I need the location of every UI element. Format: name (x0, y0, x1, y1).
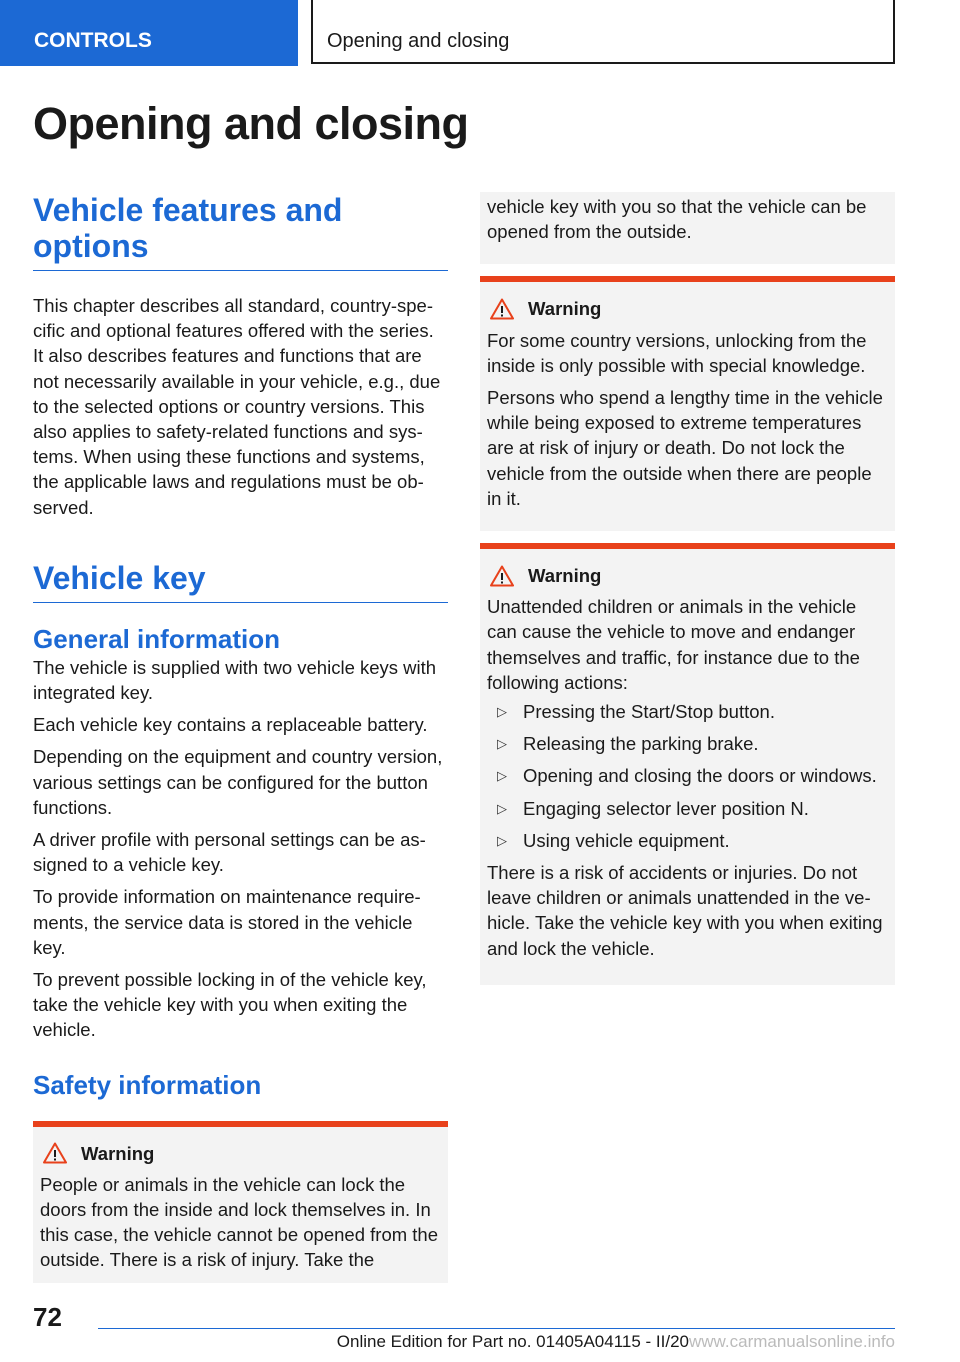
warning-header (40, 1141, 441, 1166)
general-paragraph: Depending on the equipment and country version, various settings can be configured for the button functions. (33, 746, 443, 818)
general-paragraph: The vehicle is supplied with two vehicle keys with integrated key. (33, 656, 437, 704)
triangle-bullet-icon: ▷ (497, 768, 507, 784)
page-title: Opening and closing (33, 98, 469, 149)
chapter-label: Opening and closing (327, 30, 510, 52)
list-item (487, 699, 888, 724)
warning-text: There is a risk of accidents or injuries. Do not leave children or animals unattended in the vehicle. Take the vehicle key with you when exiting and lock the vehicle. (487, 862, 883, 959)
triangle-bullet-icon: ▷ (497, 736, 507, 752)
general-information-heading: General information (33, 623, 281, 654)
warning-text: vehicle key with you so that the vehicle can be opened from the outside. (487, 196, 867, 243)
warning-title: Warning (528, 565, 602, 587)
warning-text: For some country versions, unlocking from the inside is only possible with special knowledge. (487, 329, 867, 376)
chapter-tab (311, 0, 895, 64)
warning-box (480, 543, 895, 985)
action-list (487, 699, 888, 853)
triangle-bullet-icon: ▷ (497, 800, 507, 816)
warning-title: Warning (528, 298, 602, 320)
list-item (487, 763, 888, 788)
warning-text: Unattended children or animals in the vehicle can cause the vehicle to move and endanger themselves and traffic, for instance due to the following actions: (487, 596, 860, 693)
list-item-text: Pressing the Start/Stop button. (523, 701, 775, 723)
list-item-text: Engaging selector lever position N. (523, 797, 809, 819)
warning-header (487, 563, 888, 588)
list-item-text: Releasing the parking brake. (523, 733, 759, 755)
general-paragraph: Each vehicle key contains a replaceable battery. (33, 714, 428, 736)
page-number: 72 (33, 1302, 62, 1332)
general-paragraph: To provide information on maintenance requirements, the service data is stored in the vehicle key. (33, 886, 421, 958)
edition-label: Online Edition for Part no. 01405A04115 - II/20 (336, 1332, 689, 1351)
footer (98, 1328, 895, 1352)
warning-triangle-icon (490, 565, 514, 587)
safety-information-heading: Safety information (33, 1069, 262, 1100)
warning-header (487, 296, 888, 321)
warning-triangle-icon (490, 298, 514, 320)
right-column (480, 192, 895, 985)
list-item-text: Using vehicle equipment. (523, 829, 730, 851)
list-item-text: Opening and closing the doors or windows. (523, 765, 877, 787)
features-paragraph: This chapter describes all standard, country-specific and optional features offered with the series. It also describes features and functions that are not necessarily available in your vehicle, e.g., due to the selected options or country versions. This also applies to safety-related functions and systems. When using these functions and systems, the applicable laws and regulations must be observed. (33, 295, 441, 518)
warning-text: Persons who spend a lengthy time in the vehicle while being exposed to extreme temperatures are at risk of injury or death. Do not lock the vehicle from the outside when there are people in it. (487, 387, 883, 509)
triangle-bullet-icon: ▷ (497, 832, 507, 848)
list-item (487, 731, 888, 756)
warning-triangle-icon (43, 1142, 67, 1164)
section-label: CONTROLS (34, 29, 152, 52)
general-paragraph: To prevent possible locking in of the vehicle key, take the vehicle key with you when exiting the vehicle. (33, 969, 427, 1041)
vehicle-key-heading: Vehicle key (33, 560, 448, 603)
warning-continuation (480, 192, 895, 264)
warning-box (33, 1121, 448, 1283)
list-item (487, 796, 888, 821)
section-tab (0, 0, 298, 66)
warning-title: Warning (81, 1142, 155, 1164)
list-item (487, 828, 888, 853)
warning-text: People or animals in the vehicle can lock the doors from the inside and lock themselves in. In this case, the vehicle cannot be opened from the outside. There is a risk of injury. Take the (40, 1173, 439, 1271)
features-heading: Vehicle features and options (33, 192, 448, 271)
left-column (33, 192, 448, 1283)
general-paragraph: A driver profile with personal settings can be assigned to a vehicle key. (33, 829, 426, 876)
warning-box (480, 276, 895, 531)
watermark: www.carmanualsonline.info (689, 1332, 895, 1351)
triangle-bullet-icon: ▷ (497, 704, 507, 720)
